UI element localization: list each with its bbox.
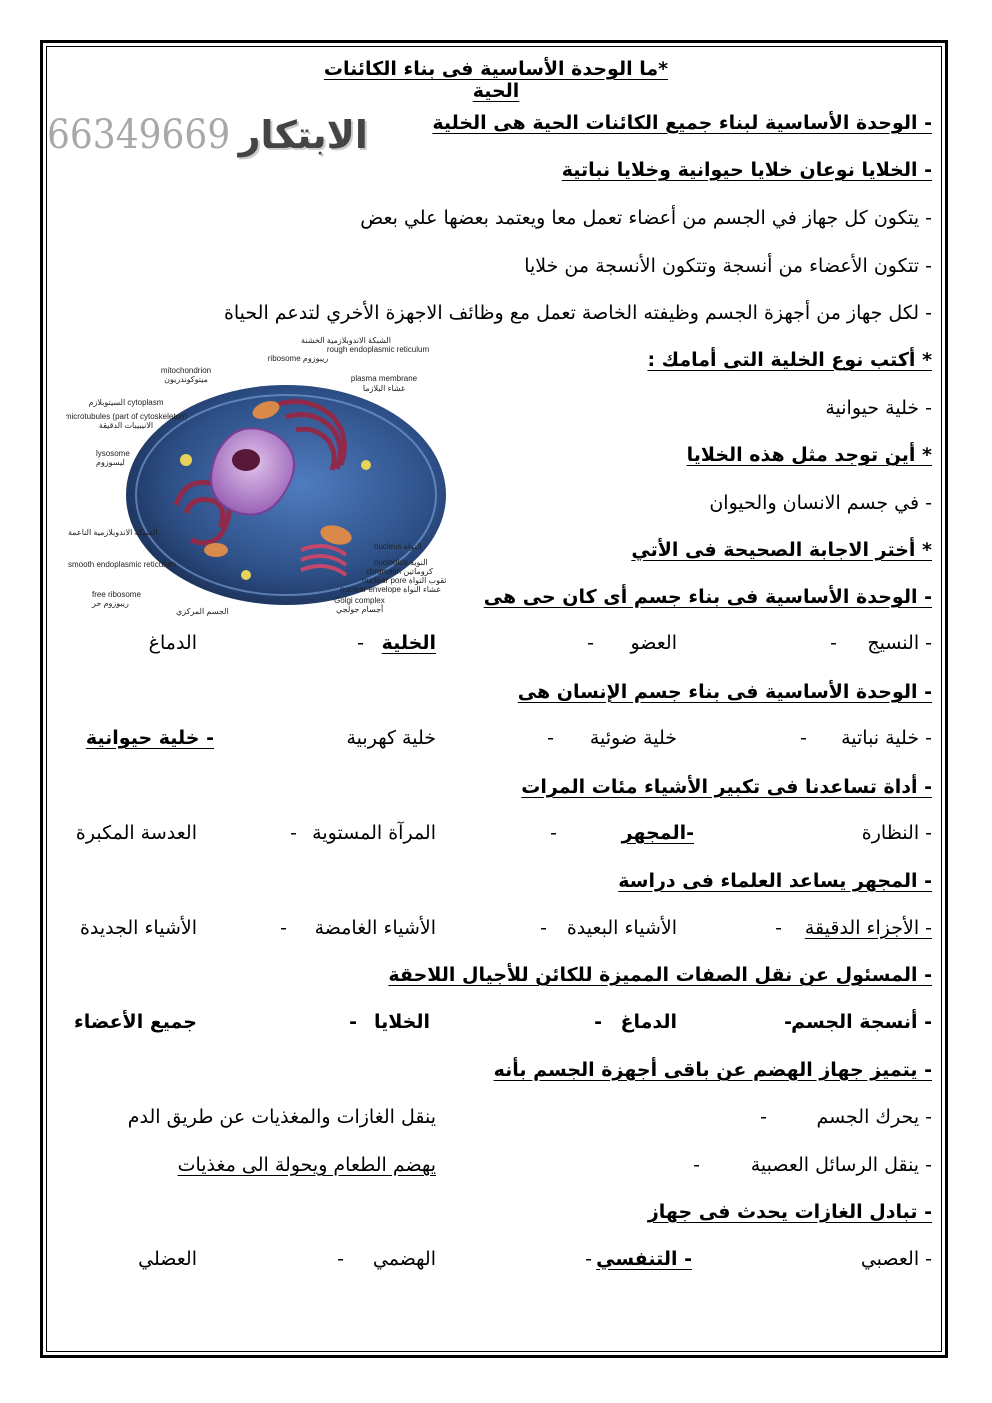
nucleolus-shape (232, 449, 260, 471)
q5-sep-1: - (784, 1011, 792, 1033)
fact-basic-unit: - الوحدة الأساسية لبناء جميع الكائنات الحية هى الخلية (432, 112, 932, 134)
q7-option-1: - العصبي (860, 1248, 932, 1270)
label-smooth-er-ar: الشبكة الاندوبلازمية الناعمة (68, 528, 158, 537)
question-3: - أداة تساعدنا فى تكبير الأشياء مئات المرات (521, 776, 932, 798)
question-6: - يتميز جهاز الهضم عن باقى أجهزة الجسم بأنه (493, 1059, 932, 1081)
q2-option-1: - خلية نباتية (841, 727, 932, 749)
question-5: - المسئول عن نقل الصفات المميزة للكائن للأجيال اللاحقة (388, 964, 932, 986)
q3-option-3: المرآة المستوية (312, 822, 436, 844)
q6-option-1: - يحرك الجسم (816, 1106, 932, 1128)
q4-option-2: الأشياء البعيدة (566, 917, 677, 939)
q6-option-2: ينقل الغازات والمغذيات عن طريق الدم (127, 1106, 436, 1128)
q1-sep-1: - (830, 632, 837, 654)
label-free-ribosome: free ribosome (92, 590, 141, 599)
label-plasma-ar: غشاء البلازما (362, 384, 406, 393)
label-ribosome: ribosome ريبوزوم (267, 354, 329, 363)
label-rough-er: rough endoplasmic reticulum (326, 345, 430, 354)
q7-sep-1: - (585, 1248, 592, 1270)
q5-option-2: الدماغ (620, 1011, 677, 1033)
watermark-word: الابتكار (238, 113, 368, 157)
label-nuclear-pore: nuclear pore ثقوب النواة (362, 576, 447, 585)
q5-option-4: جميع الأعضاء (74, 1011, 197, 1033)
answer-cell-type: - خلية حيوانية (825, 397, 932, 419)
question-where: * أين توجد مثل هذه الخلايا (686, 444, 932, 466)
q6-option-3: - ينقل الرسائل العصبية (750, 1154, 932, 1176)
q4-option-4: الأشياء الجديدة (79, 917, 197, 939)
label-nuclear-envelope: nuclear envelope غشاء النواة (340, 585, 441, 594)
label-microtubules: microtubules (part of cytoskeleton) (66, 412, 188, 421)
q1-option-3-answer: الخلية (381, 632, 436, 654)
fact-organ-systems: - يتكون كل جهاز في الجسم من أعضاء تعمل معا ويعتمد بعضها علي بعض (360, 207, 932, 229)
q1-option-1: - النسيج (867, 632, 932, 654)
q3-option-2-answer: -المجهر (621, 822, 694, 844)
watermark-number: 66349669 (47, 112, 231, 158)
label-nucleolus: nucleolus النوية (374, 558, 428, 567)
page-title: *ما الوحدة الأساسية فى بناء الكائنات الحية (323, 58, 669, 102)
q1-sep-2: - (587, 632, 594, 654)
q6-sep-2: - (693, 1154, 700, 1176)
q6-option-4-answer: يهضم الطعام ويحولة الى مغذيات (177, 1154, 436, 1176)
q3-sep-2: - (290, 822, 297, 844)
label-mitochondrion: mitochondrion (160, 366, 212, 375)
fact-organs-tissues: - تتكون الأعضاء من أنسجة وتتكون الأنسجة من خلايا (524, 255, 932, 277)
fact-system-function: - لكل جهاز من أجهزة الجسم وظيفته الخاصة تعمل مع وظائف الاجهزة الأخري لتدعم الحياة (223, 302, 932, 324)
q1-option-4: الدماغ (148, 632, 197, 654)
label-smooth-er: smooth endoplasmic reticulum (68, 560, 177, 569)
question-4: - المجهر يساعد العلماء فى دراسة (618, 870, 932, 892)
label-nucleus: nucleus النواة (374, 542, 422, 551)
q5-sep-3: - (349, 1011, 357, 1033)
q7-option-2-answer: - التنفسي (596, 1248, 692, 1270)
q7-option-3: الهضمي (372, 1248, 436, 1270)
label-plasma: plasma membrane (350, 374, 418, 383)
question-2: - الوحدة الأساسية فى بناء جسم الإنسان هى (517, 681, 932, 703)
label-microtubules-ar: الانيبيبات الدقيقة (98, 421, 154, 430)
label-lysosome-ar: ليسوزوم (96, 458, 125, 467)
question-cell-type: * أكتب نوع الخلية التى أمامك : (647, 349, 932, 371)
q7-option-4: العضلي (138, 1248, 197, 1270)
label-golgi-ar: أجسام جولجي (336, 605, 384, 614)
q5-option-3-answer: الخلايا (373, 1011, 430, 1033)
q3-option-4: العدسة المكبرة (75, 822, 197, 844)
q5-sep-2: - (594, 1011, 602, 1033)
label-cytoplasm: السيتوبلازم cytoplasm (88, 398, 164, 407)
q2-sep-1: - (800, 727, 807, 749)
q2-option-3: خلية كهربية (346, 727, 436, 749)
q1-sep-3: - (357, 632, 364, 654)
q2-sep-2: - (547, 727, 554, 749)
label-mitochondrion-ar: ميتوكوندريون (164, 375, 208, 384)
q6-sep-1: - (760, 1106, 767, 1128)
q4-sep-2: - (540, 917, 547, 939)
question-1: - الوحدة الأساسية فى بناء جسم أى كان حى هى (483, 586, 932, 608)
q4-sep-3: - (280, 917, 287, 939)
q3-option-1: - النظارة (861, 822, 932, 844)
q2-option-4-answer: - خلية حيوانية (85, 727, 214, 749)
q7-sep-2: - (337, 1248, 344, 1270)
answer-where: - في جسم الانسان والحيوان (709, 492, 932, 514)
q2-option-2: خلية ضوئية (589, 727, 677, 749)
fact-cell-types: - الخلايا نوعان خلايا حيوانية وخلايا نباتية (561, 159, 932, 181)
watermark (47, 112, 368, 158)
label-chromatin: chromatin كروماتين (366, 567, 433, 576)
q3-sep-1: - (550, 822, 557, 844)
label-golgi: Golgi complex (334, 596, 385, 605)
question-7: - تبادل الغازات يحدث فى جهاز (647, 1201, 932, 1223)
q4-option-3: الأشياء الغامضة (314, 917, 436, 939)
label-lysosome: lysosome (96, 449, 130, 458)
q1-option-2: العضو (630, 632, 677, 654)
section-choose: * أختر الاجابة الصحيحة فى الأتي (631, 539, 932, 561)
q5-option-1: - أنسجة الجسم (791, 1011, 932, 1033)
animal-cell-diagram (66, 335, 456, 620)
label-centrosome-ar: الجسم المركزي (176, 607, 229, 616)
label-free-ribosome-ar: ريبوزوم حر (92, 599, 129, 608)
label-rough-er-ar: الشبكة الاندوبلازمية الخشنة (301, 336, 391, 345)
q4-sep-1: - (775, 917, 782, 939)
q4-option-1-answer: - الأجزاء الدقيقة (804, 917, 932, 939)
